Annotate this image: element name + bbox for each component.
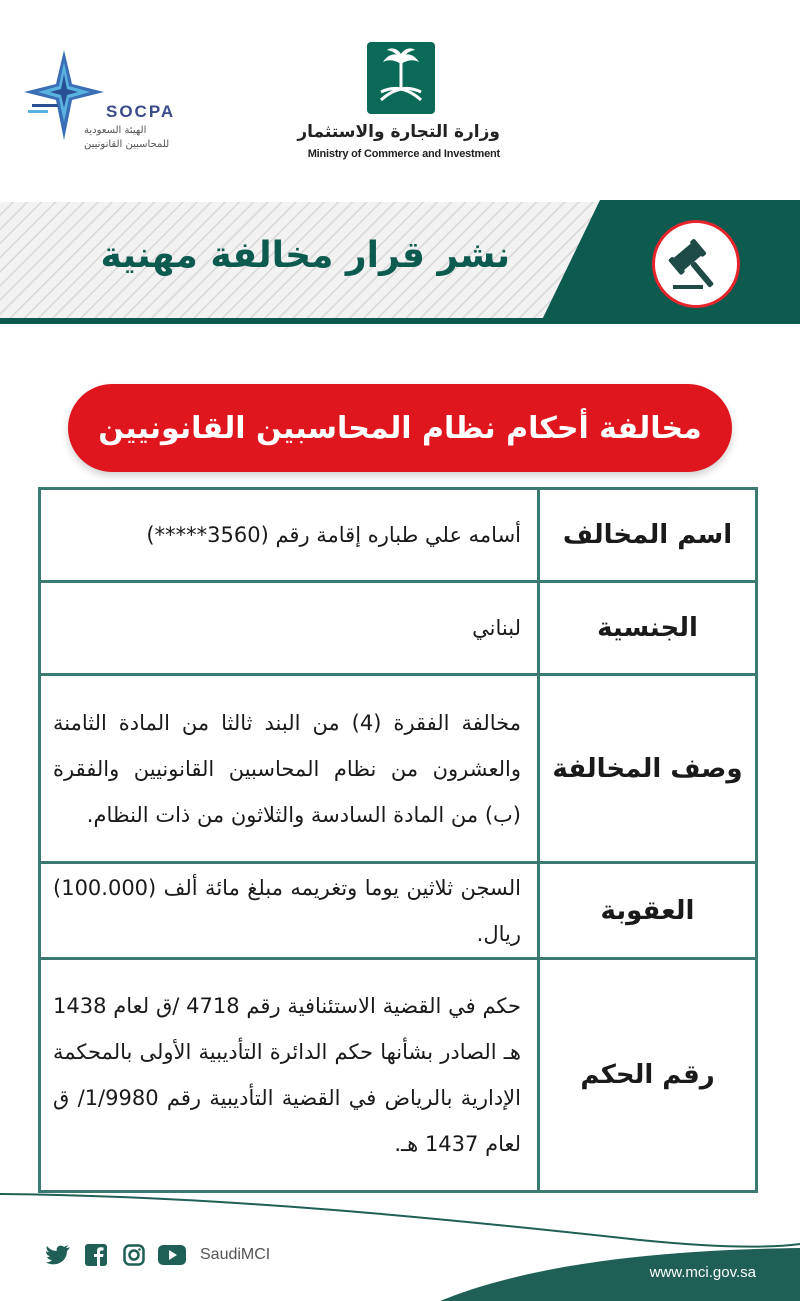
- ministry-arabic-name: وزارة التجارة والاستثمار: [297, 122, 500, 142]
- ministry-english-name: Ministry of Commerce and Investment: [307, 148, 500, 160]
- label-penalty: العقوبة: [537, 864, 755, 957]
- value-penalty: السجن ثلاثين يوما وتغريمه مبلغ مائة ألف (100.000) ريال.: [53, 875, 521, 946]
- value-violator-name: أسامه علي طباره إقامة رقم (3560*****): [146, 523, 521, 547]
- social-links: [44, 1240, 270, 1270]
- socpa-arabic-name: الهيئة السعودية للمحاسبين القانونيين: [84, 125, 170, 150]
- page-title: نشر قرار مخالفة مهنية: [100, 235, 510, 276]
- palm-swords-emblem-icon: [367, 42, 435, 114]
- details-table: [38, 487, 758, 1193]
- table-row: [41, 583, 755, 676]
- table-row: [41, 676, 755, 864]
- socpa-name: SOCPA: [106, 102, 176, 121]
- gavel-badge: [652, 220, 740, 308]
- value-judgment-number: حكم في القضية الاستئنافية رقم 4718 /ق لعام 1438 هـ الصادر بشأنها حكم الدائرة التأديبية الأولى بالمحكمة الإدارية بالرياض في القضية التأديبية رقم 1/9980/ ق لعام 1437 هـ.: [53, 994, 522, 1156]
- twitter-icon[interactable]: [44, 1242, 72, 1268]
- instagram-icon[interactable]: [120, 1242, 148, 1268]
- value-nationality: لبناني: [472, 616, 521, 640]
- table-row: [41, 864, 755, 960]
- table-row: [41, 490, 755, 583]
- youtube-icon[interactable]: [158, 1242, 186, 1268]
- facebook-icon[interactable]: [82, 1242, 110, 1268]
- label-judgment-number: رقم الحكم: [537, 960, 755, 1190]
- label-violator-name: اسم المخالف: [537, 490, 755, 580]
- violation-type: مخالفة أحكام نظام المحاسبين القانونيين: [98, 410, 702, 446]
- value-violation-description: مخالفة الفقرة (4) من البند ثالثا من المادة الثامنة والعشرون من نظام المحاسبين القانونيين والفقرة (ب) من المادة السادسة والثلاثون من ذات النظام.: [53, 710, 521, 827]
- label-violation-description: وصف المخالفة: [537, 676, 755, 861]
- website-link[interactable]: www.mci.gov.sa: [649, 1264, 756, 1281]
- label-nationality: الجنسية: [537, 583, 755, 673]
- ministry-logo: [290, 42, 520, 172]
- table-row: [41, 960, 755, 1190]
- violation-type-banner: [68, 384, 732, 472]
- gavel-icon: [655, 223, 737, 305]
- social-handle[interactable]: SaudiMCI: [200, 1246, 271, 1263]
- socpa-logo: [24, 50, 224, 170]
